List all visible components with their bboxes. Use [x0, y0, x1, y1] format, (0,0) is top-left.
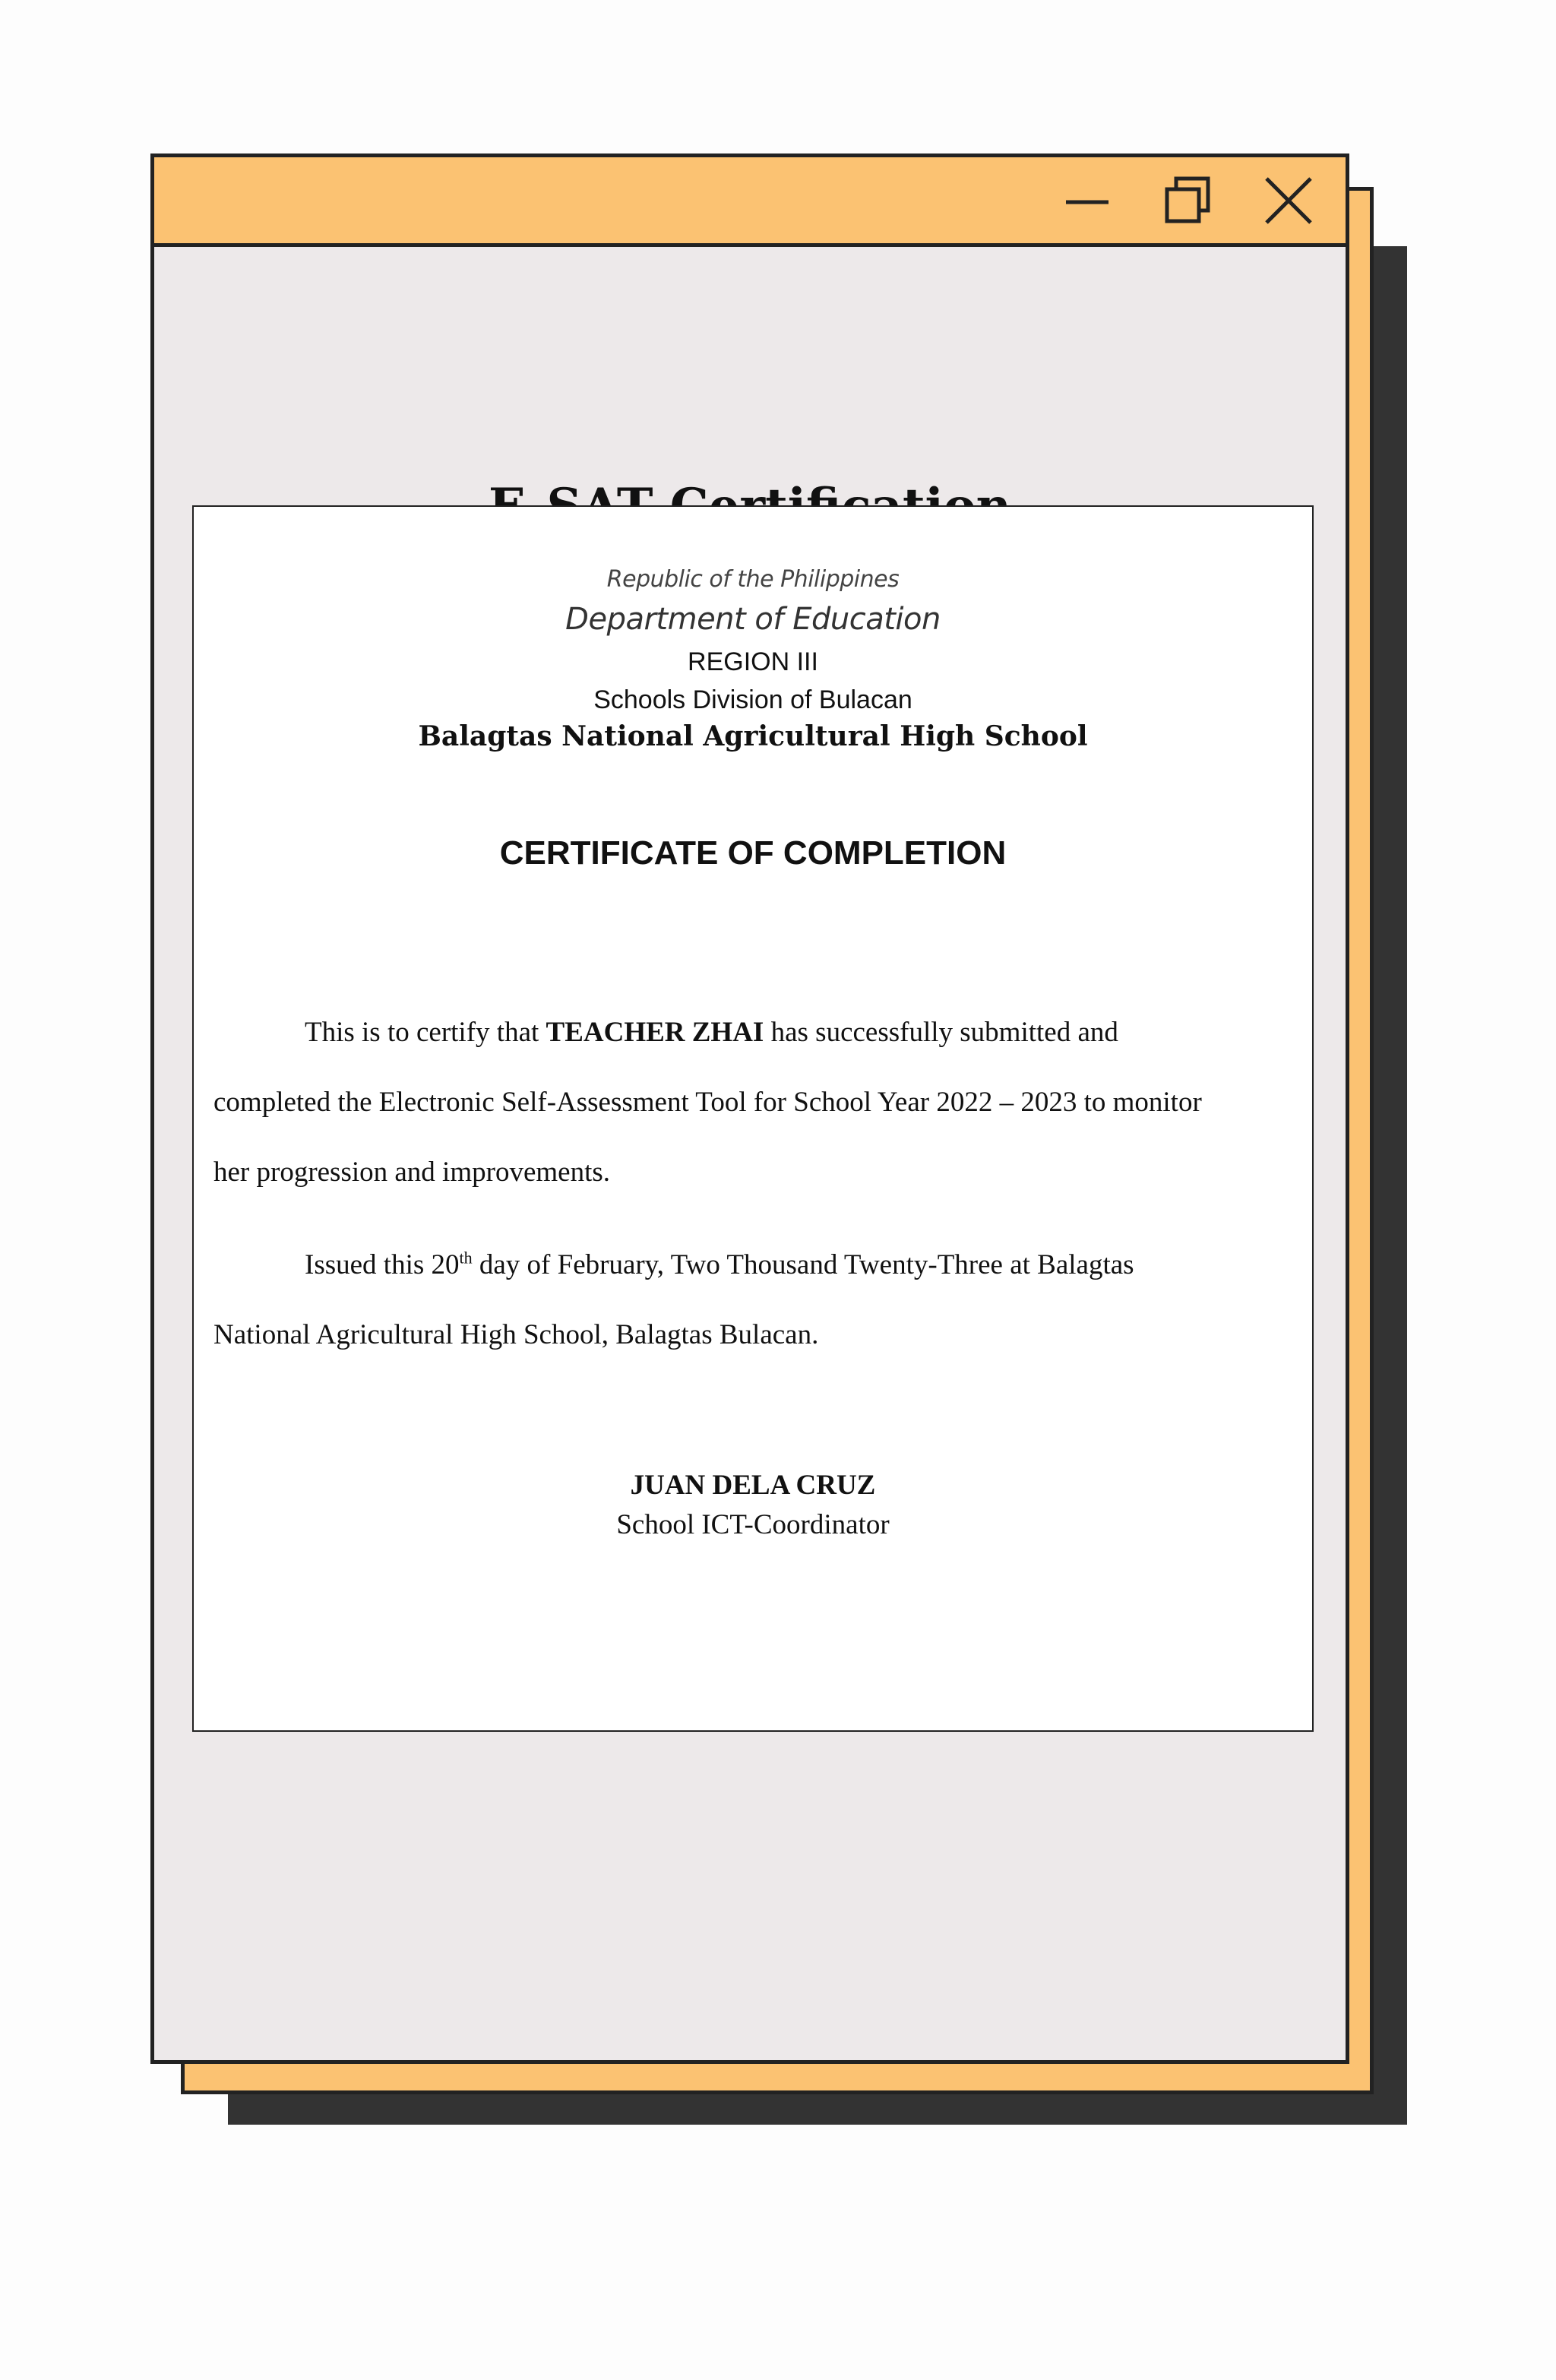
certificate-document — [192, 505, 1314, 1732]
issuance-paragraph — [213, 1230, 1295, 1370]
window-titlebar — [154, 157, 1346, 247]
paragraph1-line2: completed the Electronic Self-Assessment Tool for School Year 2022 – 2023 to monitor — [213, 1087, 1202, 1118]
paragraph1-intro: This is to certify that — [305, 1017, 546, 1048]
maximize-button[interactable] — [1150, 157, 1226, 243]
paragraph1-line3: her progression and improvements. — [213, 1157, 610, 1188]
close-icon — [1263, 176, 1314, 226]
ordinal-suffix: th — [459, 1248, 473, 1268]
signatory-name: JUAN DELA CRUZ — [630, 1470, 876, 1501]
certificate-title: CERTIFICATE OF COMPLETION — [499, 834, 1007, 872]
certification-paragraph — [213, 998, 1295, 1207]
maximize-icon — [1161, 174, 1214, 227]
signatory-position: School ICT-Coordinator — [616, 1509, 890, 1540]
certificate-window — [150, 153, 1349, 2064]
department-label: Department of Education — [565, 602, 941, 637]
school-name: Balagtas National Agricultural High School — [418, 720, 1088, 752]
paragraph2-rest: day of February, Two Thousand Twenty-Three at Balagtas — [472, 1249, 1134, 1280]
paragraph1-rest: has successfully submitted and — [764, 1017, 1118, 1048]
paragraph2-intro: Issued this 20 — [305, 1249, 460, 1280]
recipient-name: TEACHER ZHAI — [546, 1017, 764, 1048]
close-button[interactable] — [1251, 157, 1327, 243]
division-label: Schools Division of Bulacan — [593, 685, 912, 714]
republic-label: Republic of the Philippines — [606, 566, 900, 593]
paragraph2-line2: National Agricultural High School, Balagtas Bulacan. — [213, 1319, 819, 1350]
minimize-button[interactable] — [1049, 157, 1125, 243]
minimize-icon — [1063, 176, 1112, 225]
region-label: REGION III — [688, 647, 818, 676]
